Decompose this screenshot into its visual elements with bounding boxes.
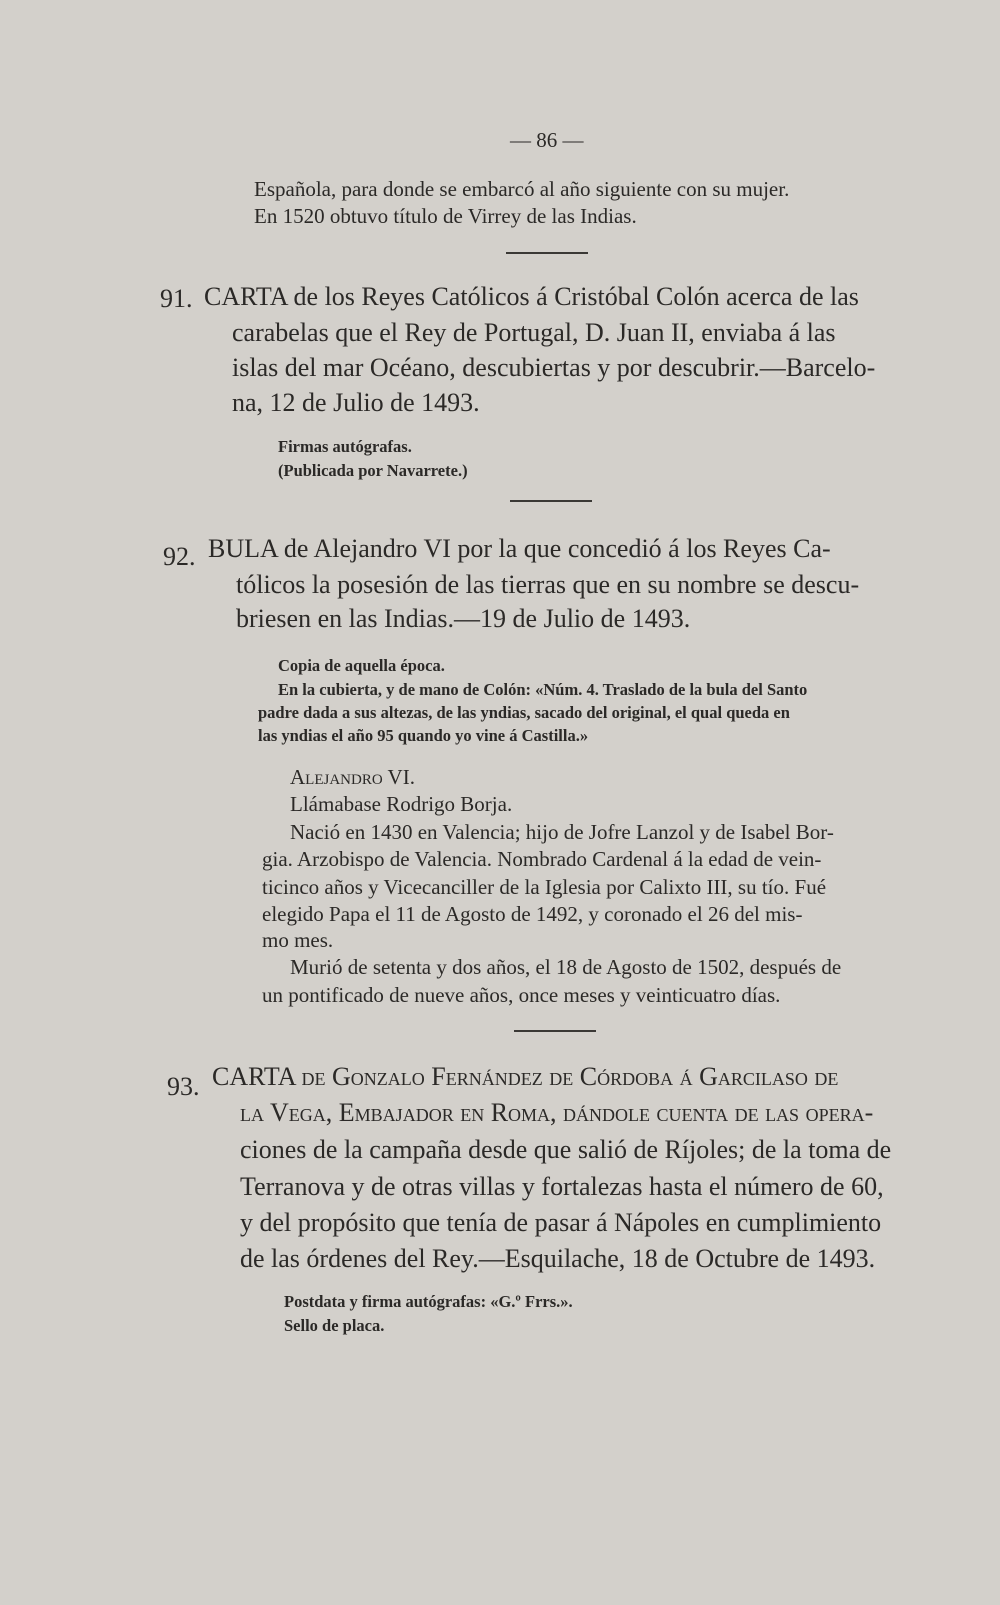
- entry-line: CARTA de Gonzalo Fernández de Córdoba á Garcilaso de: [212, 1062, 839, 1091]
- entry-note: Copia de aquella época.: [278, 656, 445, 675]
- entry-note: En la cubierta, y de mano de Colón: «Núm. 4. Traslado de la bula del Santo: [278, 680, 808, 699]
- entry-number: 92.: [163, 542, 196, 571]
- section-divider: [514, 1030, 596, 1032]
- entry-line: tólicos la posesión de las tierras que en su nombre se descu-: [236, 570, 860, 599]
- page-number: — 86 —: [510, 128, 584, 152]
- intro-line: Española, para donde se embarcó al año siguiente con su mujer.: [254, 177, 790, 201]
- bio-line: ticinco años y Vicecanciller de la Iglesia por Calixto III, su tío. Fué: [262, 875, 827, 899]
- entry-note: padre dada a sus altezas, de las yndias, sacado del original, el qual queda en: [258, 703, 790, 722]
- entry-number: 93.: [167, 1072, 200, 1101]
- entry-note: Sello de placa.: [284, 1316, 385, 1335]
- entry-note: Postdata y firma autógrafas: «G.º Frrs.».: [284, 1292, 573, 1311]
- entry-line: y del propósito que tenía de pasar á Nápoles en cumplimiento: [240, 1208, 882, 1237]
- entry-line: islas del mar Océano, descubiertas y por descubrir.—Barcelo-: [232, 353, 876, 382]
- entry-line: BULA de Alejandro VI por la que concedió á los Reyes Ca-: [208, 534, 831, 563]
- entry-line: de las órdenes del Rey.—Esquilache, 18 de Octubre de 1493.: [240, 1244, 876, 1273]
- bio-line: elegido Papa el 11 de Agosto de 1492, y coronado el 26 del mis-: [262, 902, 803, 926]
- entry-note: (Publicada por Navarrete.): [278, 461, 468, 480]
- bio-line: mo mes.: [262, 928, 334, 952]
- entry-line: la Vega, Embajador en Roma, dándole cuenta de las opera-: [240, 1098, 874, 1127]
- section-divider: [506, 252, 588, 254]
- bio-line: Murió de setenta y dos años, el 18 de Agosto de 1502, después de: [290, 955, 842, 979]
- entry-number: 91.: [160, 284, 193, 313]
- entry-line: Terranova y de otras villas y fortalezas hasta el número de 60,: [240, 1172, 884, 1201]
- bio-line: Llámabase Rodrigo Borja.: [290, 792, 513, 816]
- entry-line: carabelas que el Rey de Portugal, D. Juan II, enviaba á las: [232, 318, 836, 347]
- bio-heading: Alejandro VI.: [290, 765, 415, 789]
- entry-line: briesen en las Indias.—19 de Julio de 1493.: [236, 604, 691, 633]
- bio-line: un pontificado de nueve años, once meses y veinticuatro días.: [262, 983, 781, 1007]
- entry-note: las yndias el año 95 quando yo vine á Castilla.»: [258, 726, 589, 745]
- section-divider: [510, 500, 592, 502]
- entry-line: CARTA de los Reyes Católicos á Cristóbal Colón acerca de las: [204, 282, 859, 311]
- bio-line: Nació en 1430 en Valencia; hijo de Jofre Lanzol y de Isabel Bor-: [290, 820, 834, 844]
- entry-note: Firmas autógrafas.: [278, 437, 412, 456]
- entry-line: na, 12 de Julio de 1493.: [232, 388, 480, 417]
- intro-line: En 1520 obtuvo título de Virrey de las Indias.: [254, 204, 637, 228]
- entry-line: ciones de la campaña desde que salió de Ríjoles; de la toma de: [240, 1135, 892, 1164]
- bio-line: gia. Arzobispo de Valencia. Nombrado Cardenal á la edad de vein-: [262, 847, 822, 871]
